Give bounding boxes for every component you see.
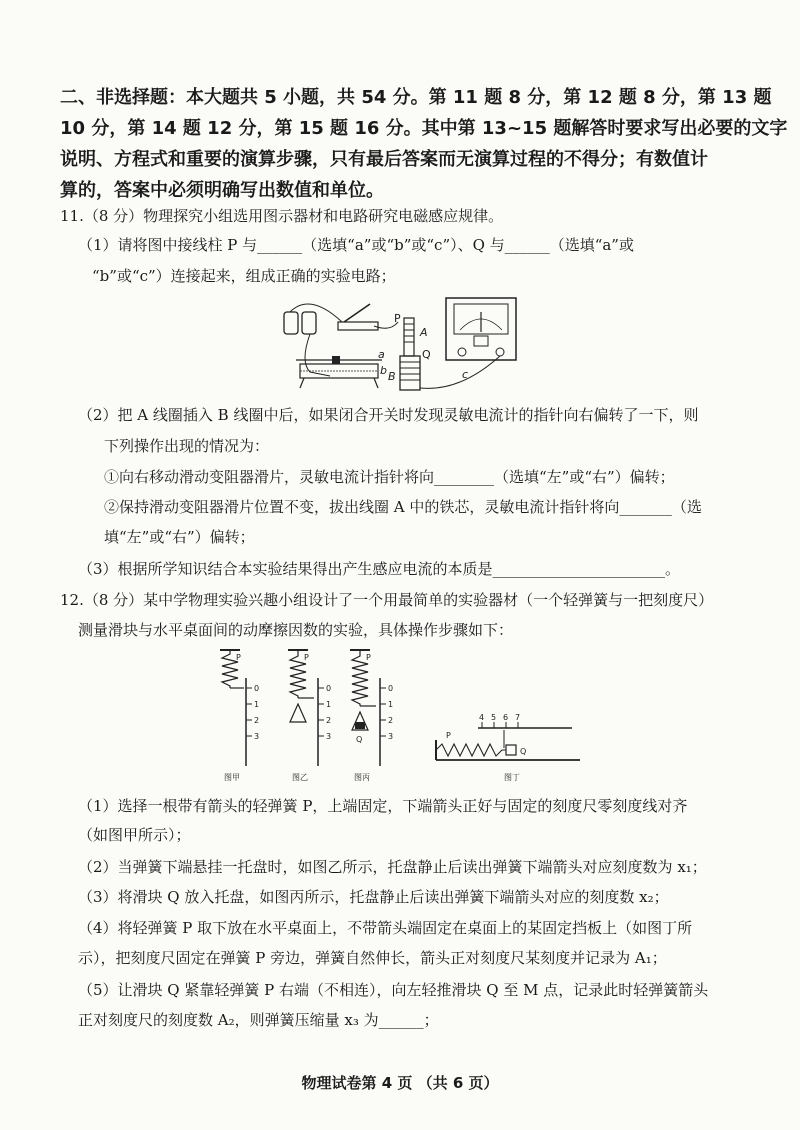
q12-step3: （3）将滑块 Q 放入托盘，如图丙所示，托盘静止后读出弹簧下端箭头对应的刻度数 x₂； [78,888,669,906]
caption-ding: 图丁 [504,773,520,782]
caption-bing: 图丙 [354,773,370,782]
q12-step5-line2: 正对刻度尺的刻度数 A₂，则弹簧压缩量 x₃ 为______； [78,1011,439,1029]
label-P: P [394,312,401,325]
q12-step1-line1: （1）选择一根带有箭头的轻弹簧 P，上端固定，下端箭头正好与固定的刻度尺零刻度线对齐 [78,797,688,815]
section-heading-line-4: 算的，答案中必须明确写出数值和单位。 [60,180,384,201]
label-Q: Q [422,348,431,361]
q11-part2-item1: ①向右移动滑动变阻器滑片，灵敏电流计指针将向________（选填“左”或“右”）偏转； [104,468,675,486]
tick-1-jia: 1 [254,700,260,709]
q11-part1-line1: （1）请将图中接线柱 P 与______（选填“a”或“b”或“c”）、Q 与______（选填“a”或 [78,236,634,254]
section-heading-line-1: 二、非选择题：本大题共 5 小题，共 54 分。第 11 题 8 分，第 12 题 8 分，第 13 题 [60,87,772,108]
q12-step2: （2）当弹簧下端悬挂一托盘时，如图乙所示，托盘静止后读出弹簧下端箭头对应刻度数为 x₁； [78,858,707,876]
label-P-yi: P [304,653,309,662]
figure-jia [220,650,259,782]
q11-part3: （3）根据所学知识结合本实验结果得出产生感应电流的本质是_______________________。 [78,560,681,578]
figure-yi [288,650,331,782]
tick-2-yi: 2 [326,716,332,725]
figure-bing [350,650,393,782]
q11-title: 11.（8 分）物理探究小组选用图示器材和电路研究电磁感应规律。 [60,207,504,225]
label-Q-bing: Q [356,735,363,744]
label-Q-ding: Q [520,747,527,756]
tick-0-yi: 0 [326,684,332,693]
tick-2-jia: 2 [254,716,260,725]
q11-part2-item2-line1: ②保持滑动变阻器滑片位置不变，拔出线圈 A 中的铁芯，灵敏电流计指针将向_______（选 [104,498,702,516]
q12-spring-figure [210,648,590,784]
tick-2-bing: 2 [388,716,394,725]
figure-ding [436,713,580,782]
section-heading-line-2: 10 分，第 14 题 12 分，第 15 题 16 分。其中第 13~15 题解答时要求写出必要的文字 [60,118,788,139]
q12-step5-line1: （5）让滑块 Q 紧靠轻弹簧 P 右端（不相连），向左轻推滑块 Q 至 M 点，记录此时轻弹簧箭头 [78,981,709,999]
tick-1-yi: 1 [326,700,332,709]
tick-3-bing: 3 [388,732,394,741]
label-P-bing: P [366,653,371,662]
tick-6-ding: 6 [503,713,509,722]
q12-step4-line2: 示），把刻度尺固定在弹簧 P 旁边，弹簧自然伸长，箭头正对刻度尺某刻度并记录为 A₁； [78,949,667,967]
label-B: B [388,370,396,383]
section-heading-line-3: 说明、方程式和重要的演算步骤，只有最后答案而无演算过程的不得分；有数值计 [60,149,708,170]
q11-part2-item2-line2: 填“左”或“右”）偏转； [104,528,255,546]
label-b: b [380,364,387,377]
tick-7-ding: 7 [515,713,521,722]
label-c: c [462,368,469,381]
q12-title-line1: 12.（8 分）某中学物理实验兴趣小组设计了一个用最简单的实验器材（一个轻弹簧与一把刻度尺） [60,591,714,609]
q11-part2-line2: 下列操作出现的情况为： [104,437,270,455]
q11-circuit-figure [270,292,530,398]
q11-part2-line1: （2）把 A 线圈插入 B 线圈中后，如果闭合开关时发现灵敏电流计的指针向右偏转了一下，则 [78,406,699,424]
tick-4-ding: 4 [479,713,485,722]
page-footer: 物理试卷第 4 页 （共 6 页） [301,1074,499,1092]
q12-title-line2: 测量滑块与水平桌面间的动摩擦因数的实验，具体操作步骤如下： [78,621,514,639]
label-A: A [420,326,428,339]
tick-5-ding: 5 [491,713,497,722]
q12-step1-line2: （如图甲所示）； [78,826,191,844]
tick-3-yi: 3 [326,732,332,741]
caption-yi: 图乙 [292,773,308,782]
tick-3-jia: 3 [254,732,260,741]
label-P-jia: P [236,653,241,662]
label-a: a [378,348,385,361]
caption-jia: 图甲 [224,773,240,782]
q11-part1-line2: “b”或“c”）连接起来，组成正确的实验电路； [92,267,396,285]
q12-step4-line1: （4）将轻弹簧 P 取下放在水平桌面上，不带箭头端固定在桌面上的某固定挡板上（如图丁所 [78,919,693,937]
tick-0-jia: 0 [254,684,260,693]
label-P-ding: P [446,731,451,740]
tick-0-bing: 0 [388,684,394,693]
tick-1-bing: 1 [388,700,394,709]
